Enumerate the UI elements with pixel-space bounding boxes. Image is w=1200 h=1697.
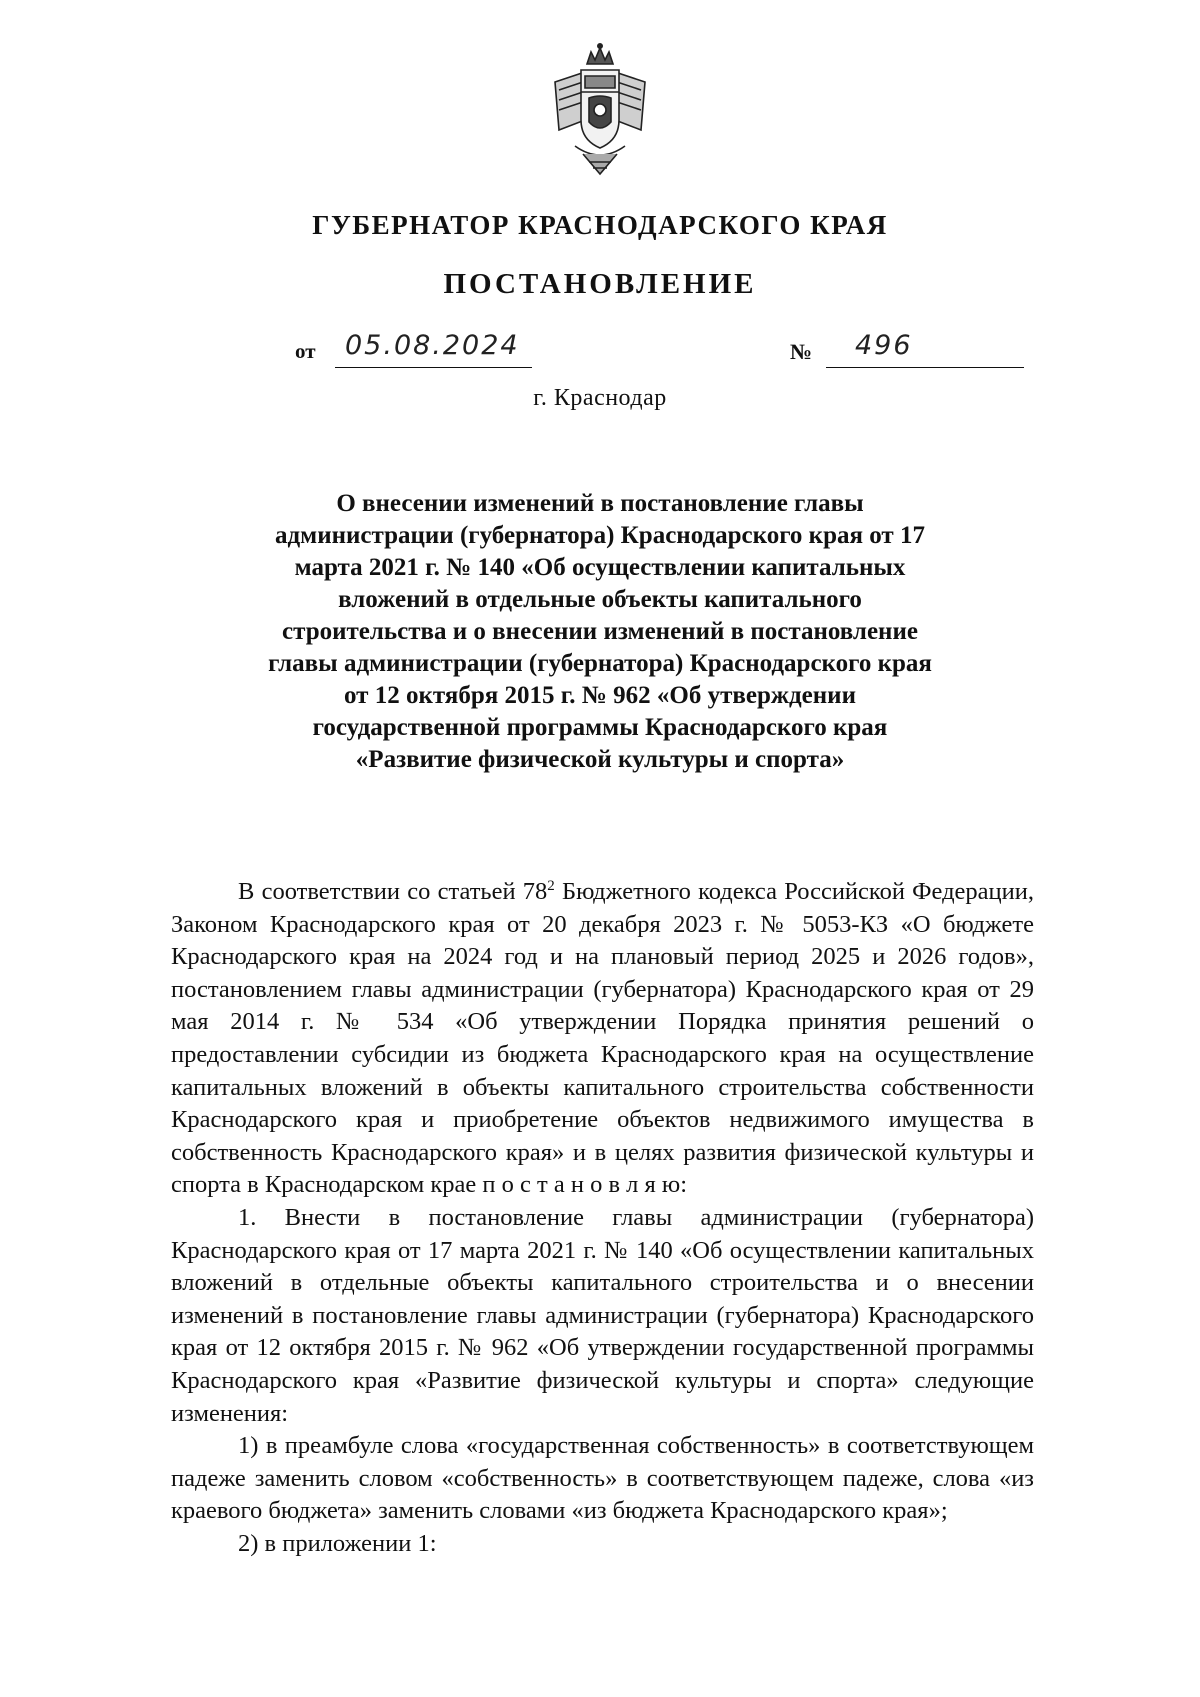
document-body [171,876,1034,1560]
date-row [295,338,316,365]
article-superscript: 2 [547,877,555,894]
date-label: от [295,339,316,363]
number-underline [826,367,1024,368]
paragraph-subitem-1: 1) в преамбуле слова «государственная собственность» в соответствующем падеже заменить словом «собственность» в соответствующем падеже, слова «из краевого бюджета» заменить словами «из бюджета Краснодарского края»; [171,1432,1034,1525]
issuing-authority: ГУБЕРНАТОР КРАСНОДАРСКОГО КРАЯ [312,210,888,240]
date-value: 05.08.2024 [345,330,520,361]
date-underline [335,367,532,368]
coat-of-arms-icon [545,42,655,182]
city: г. Краснодар [533,385,667,411]
document-type: ПОСТАНОВЛЕНИЕ [443,268,757,300]
preamble-text-start: В соответствии со статьей 78 [238,878,548,905]
number-value: 496 [855,330,913,361]
paragraph-item-1: 1. Внести в постановление главы администрации (губернатора) Краснодарского края от 17 марта 2021 г. № 140 «Об осуществлении капитальных вложений в отдельные объекты капитального строительства и о внесении изменений в постановление главы администрации (губернатора) Краснодарского края от 12 октября 2015 г. № 962 «Об утверждении государственной программы Краснодарского края «Развитие физической культуры и спорта» следующие изменения: [171,1203,1034,1427]
preamble-text-end: Бюджетного кодекса Российской Федерации, Законом Краснодарского края от 20 декабря 2023 г. № 5053-КЗ «О бюджете Краснодарского края на 2024 год и на плановый период 2025 и 2026 годов», постановлением главы администрации (губернатора) Краснодарского края от 29 мая 2014 г. № 534 «Об утверждении Порядка принятия решений о предоставлении субсидии из бюджета Краснодарского края на осуществление капитальных вложений в объекты капитального строительства собственности Краснодарского края и приобретение объектов недвижимого имущества в собственность Краснодарского края» и в целях развития физической культуры и спорта в Краснодарском крае п о с т а н о в л я ю: [171,878,1034,1199]
document-title: О внесении изменений в постановление главы администрации (губернатора) Краснодарского края от 17 марта 2021 г. № 140 «Об осуществлении капитальных вложений в отдельные объекты капитального строительства и о внесении изменений в постановление главы администрации (губернатора) Краснодарского края от 12 октября 2015 г. № 962 «Об утверждении государственной программы Краснодарского края «Развитие физической культуры и спорта» [268,490,932,773]
paragraph-subitem-2: 2) в приложении 1: [238,1529,437,1557]
number-label: № [790,339,813,364]
paragraph-preamble [171,876,1034,1202]
